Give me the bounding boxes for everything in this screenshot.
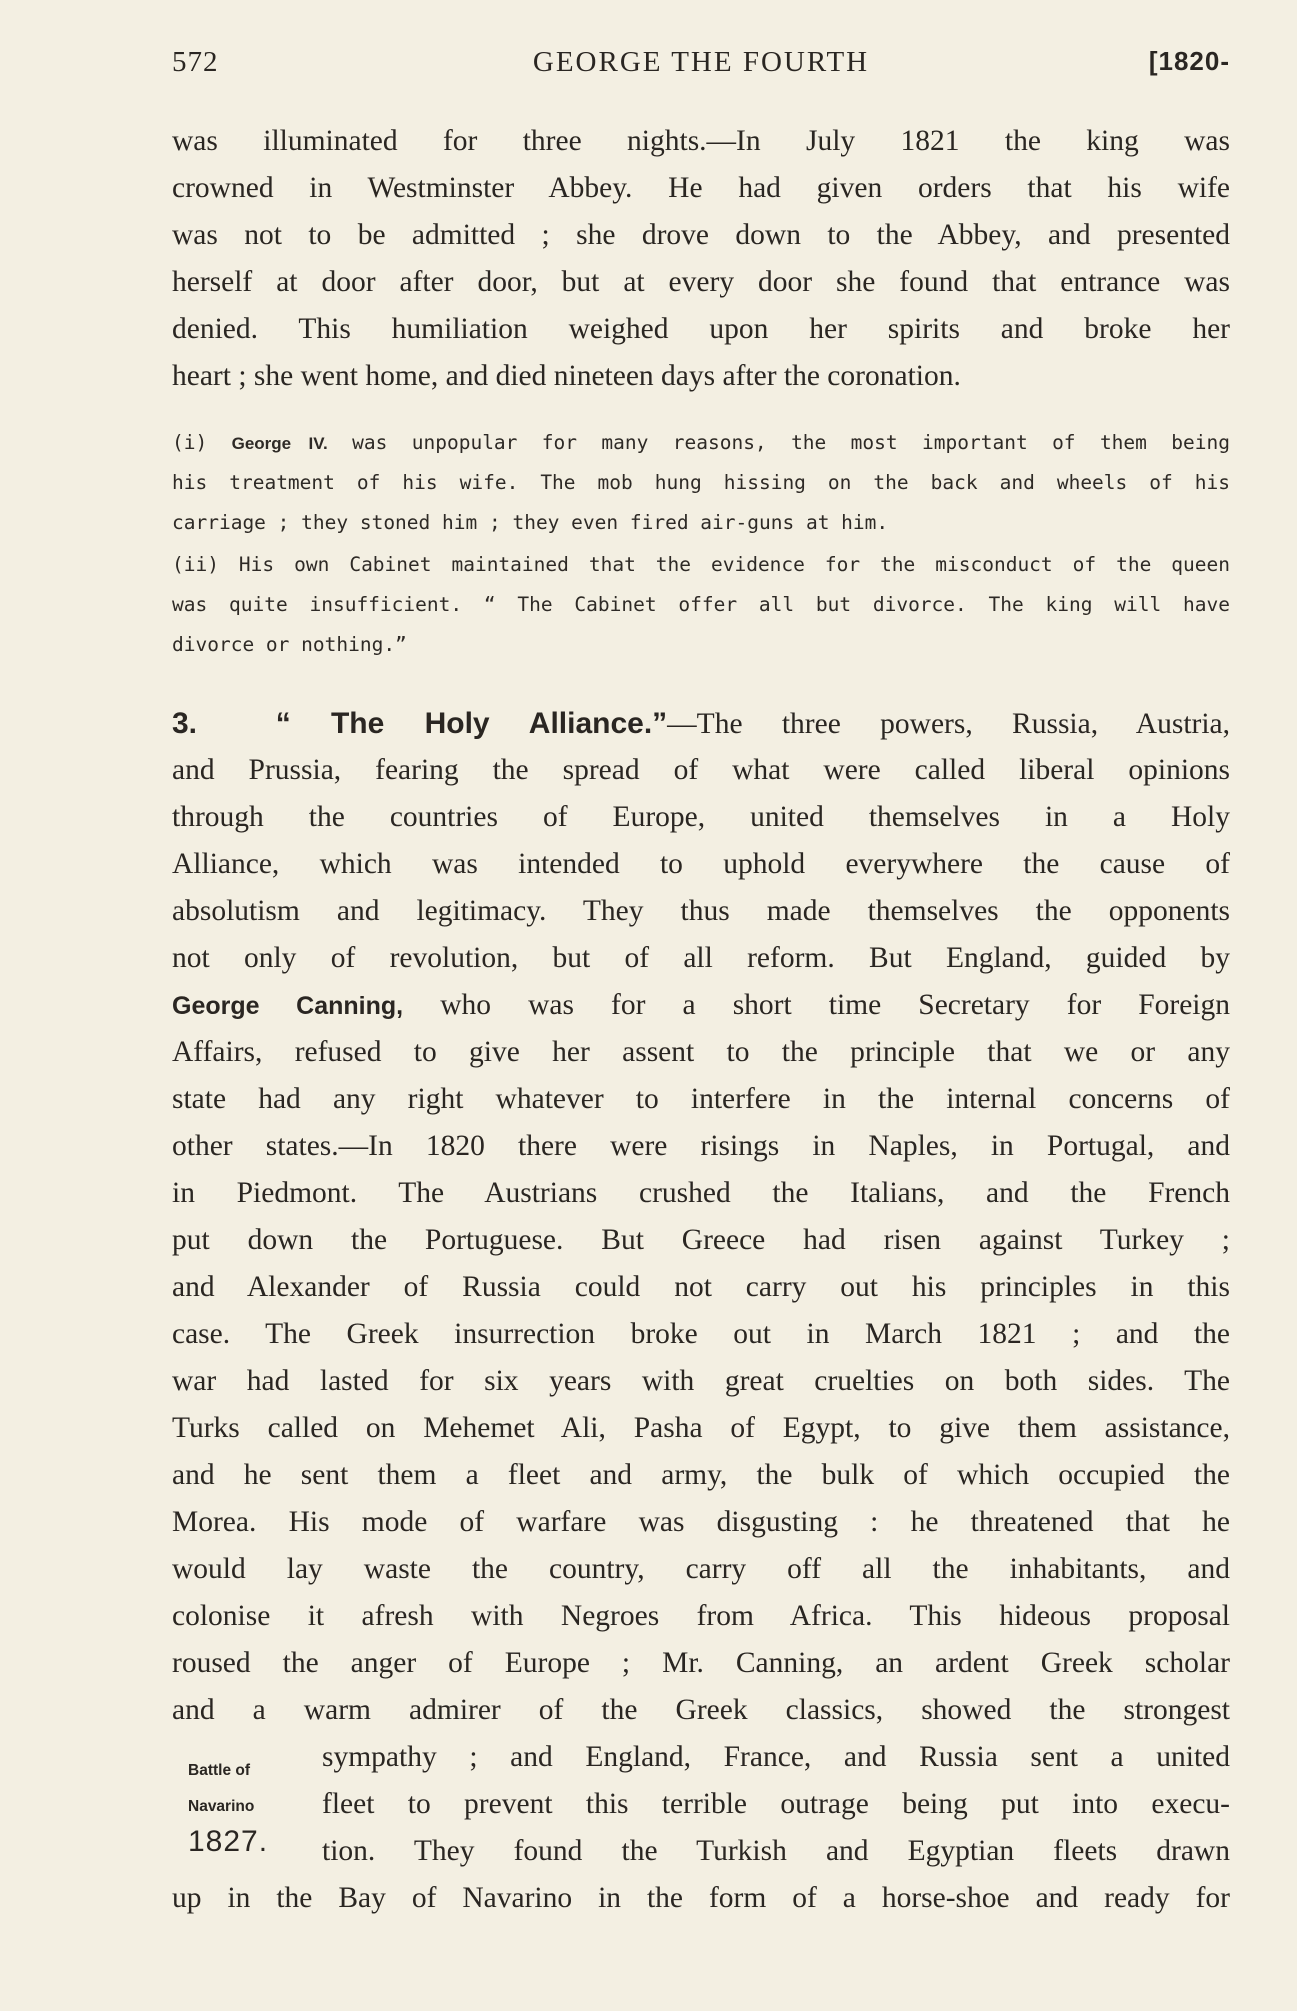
text-line: and Prussia, fearing the spread of what were called liberal opinions [172,754,1230,786]
note-cabinet [172,545,1230,665]
note-text: was unpopular for many reasons, the most important of them being [352,431,1230,454]
page-number: 572 [172,46,219,78]
text-line: through the countries of Europe, united themselves in a Holy [172,801,1230,833]
section-heading: “ The Holy Alliance.” [275,707,668,740]
running-year: [1820- [1148,46,1230,76]
note-line: was quite insufficient. “ The Cabinet offer all but divorce. The king will have [172,593,1230,616]
note-line: his treatment of his wife. The mob hung hissing on the back and wheels of his [172,471,1230,494]
text-line: case. The Greek insurrection broke out in March 1821 ; and the [172,1318,1230,1350]
text-line: and Alexander of Russia could not carry out his principles in this [172,1271,1230,1303]
text-line: and a warm admirer of the Greek classics, showed the strongest [172,1694,1230,1726]
margin-note-navarino [188,1753,308,1859]
text-line-with-name [172,982,1230,1029]
text-line: was illuminated for three nights.—In July 1821 the king was [172,125,1230,157]
text-run: —The three powers, Russia, Austria, [667,708,1231,740]
text-line-indented: tion. They found the Turkish and Egyptian fleets drawn [322,1835,1230,1867]
note-line: carriage ; they stoned him ; they even fired air-guns at him. [172,511,889,534]
text-line: colonise it afresh with Negroes from Africa. This hideous proposal [172,1600,1230,1632]
section-number: 3. [172,707,198,740]
note-line [172,423,1230,463]
text-line: put down the Portuguese. But Greece had risen against Turkey ; [172,1224,1230,1256]
section-holy-alliance [172,700,1230,1922]
text-line-indented: sympathy ; and England, France, and Russia sent a united [322,1741,1230,1773]
paragraph-coronation [172,118,1230,400]
text-line: not only of revolution, but of all reform. But England, guided by [172,942,1230,974]
text-line: herself at door after door, but at every door she found that entrance was [172,266,1230,298]
text-line: state had any right whatever to interfere in the internal concerns of [172,1083,1230,1115]
running-head [172,46,1230,86]
note-george-unpopular [172,423,1230,543]
text-line: and he sent them a fleet and army, the bulk of which occupied the [172,1459,1230,1491]
text-line: heart ; she went home, and died nineteen days after the coronation. [172,360,961,392]
text-line: other states.—In 1820 there were risings in Naples, in Portugal, and [172,1130,1230,1162]
section-first-line [172,700,1230,747]
text-line: denied. This humiliation weighed upon her spirits and broke her [172,313,1230,345]
text-line: absolutism and legitimacy. They thus made themselves the opponents [172,895,1230,927]
text-line: roused the anger of Europe ; Mr. Canning, an ardent Greek scholar [172,1647,1230,1679]
text-line: war had lasted for six years with great cruelties on both sides. The [172,1365,1230,1397]
note-name: George IV. [231,434,328,453]
note-line: (ii) His own Cabinet maintained that the evidence for the misconduct of the queen [172,553,1230,576]
text-line: Morea. His mode of warfare was disgusting : he threatened that he [172,1506,1230,1538]
person-name: George Canning, [172,992,404,1020]
text-run: who was for a short time Secretary for Foreign [403,989,1231,1021]
text-line: Turks called on Mehemet Ali, Pasha of Egypt, to give them assistance, [172,1412,1230,1444]
margin-note-line: Battle of [188,1762,250,1779]
running-title: GEORGE THE FOURTH [532,46,870,78]
text-line: would lay waste the country, carry off all the inhabitants, and [172,1553,1230,1585]
text-line: up in the Bay of Navarino in the form of a horse-shoe and ready for [172,1882,1230,1914]
text-line: crowned in Westminster Abbey. He had given orders that his wife [172,172,1230,204]
text-line-indented: fleet to prevent this terrible outrage being put into execu- [322,1788,1230,1820]
margin-note-year: 1827. [188,1825,269,1858]
margin-note-line: Navarino [188,1798,255,1815]
text-line: in Piedmont. The Austrians crushed the Italians, and the French [172,1177,1230,1209]
text-line: Affairs, refused to give her assent to the principle that we or any [172,1036,1230,1068]
note-marker: (i) [172,431,208,454]
note-line: divorce or nothing.” [172,633,407,656]
text-line: Alliance, which was intended to uphold everywhere the cause of [172,848,1230,880]
text-line: was not to be admitted ; she drove down to the Abbey, and presented [172,219,1230,251]
